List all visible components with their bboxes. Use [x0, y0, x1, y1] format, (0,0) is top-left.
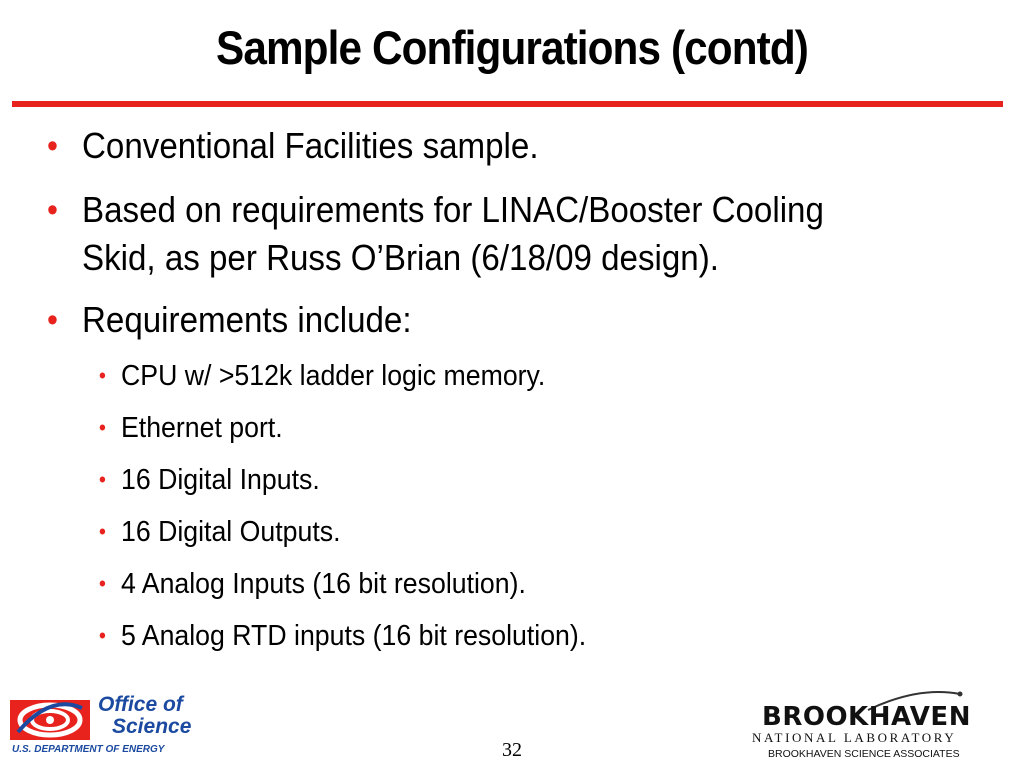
bullet-marker: •	[47, 191, 58, 229]
doe-emblem-icon	[8, 698, 92, 742]
sub-bullet-item	[98, 564, 857, 604]
sub-bullet-item	[98, 460, 857, 500]
doe-logo-department: U.S. DEPARTMENT OF ENERGY	[12, 744, 165, 755]
sub-bullet-marker: •	[98, 623, 107, 648]
sub-bullet-item	[98, 408, 857, 448]
bullet-item	[47, 122, 892, 170]
sub-bullet-text: 16 Digital Outputs.	[121, 516, 341, 548]
doe-office-of-science-logo	[8, 692, 220, 758]
bullet-text-line: Based on requirements for LINAC/Booster Cooling	[82, 189, 824, 230]
sub-bullet-item	[98, 356, 857, 396]
bullet-marker: •	[47, 301, 58, 339]
sub-bullet-marker: •	[98, 467, 107, 492]
title-divider	[12, 101, 1003, 107]
sub-bullet-item	[98, 616, 857, 656]
bullet-item	[47, 186, 892, 282]
bullet-text: Conventional Facilities sample.	[82, 125, 539, 166]
bnl-logo-associates: BROOKHAVEN SCIENCE ASSOCIATES	[768, 748, 960, 760]
bnl-logo-name: BROOKHAVEN	[762, 702, 971, 732]
sub-bullet-text: Ethernet port.	[121, 412, 283, 444]
sub-bullet-marker: •	[98, 415, 107, 440]
bullet-marker: •	[47, 127, 58, 165]
doe-logo-line2: Science	[112, 715, 192, 738]
sub-bullet-text: 16 Digital Inputs.	[121, 464, 320, 496]
brookhaven-logo	[748, 688, 1010, 764]
slide-title: Sample Configurations (contd)	[216, 21, 808, 74]
sub-bullet-marker: •	[98, 571, 107, 596]
doe-logo-line1: Office of	[98, 693, 183, 716]
sub-bullet-item	[98, 512, 857, 552]
bullet-item	[47, 296, 892, 344]
bullet-text: Requirements include:	[82, 299, 412, 340]
bullet-text-line: Skid, as per Russ O’Brian (6/18/09 design).	[82, 237, 719, 278]
sub-bullet-marker: •	[98, 363, 107, 388]
sub-bullet-text: CPU w/ >512k ladder logic memory.	[121, 360, 546, 392]
sub-bullet-text: 4 Analog Inputs (16 bit resolution).	[121, 568, 526, 600]
page-number: 32	[502, 739, 522, 761]
sub-bullet-marker: •	[98, 519, 107, 544]
sub-bullet-text: 5 Analog RTD inputs (16 bit resolution).	[121, 620, 587, 652]
bnl-logo-lab: NATIONAL LABORATORY	[752, 730, 957, 745]
